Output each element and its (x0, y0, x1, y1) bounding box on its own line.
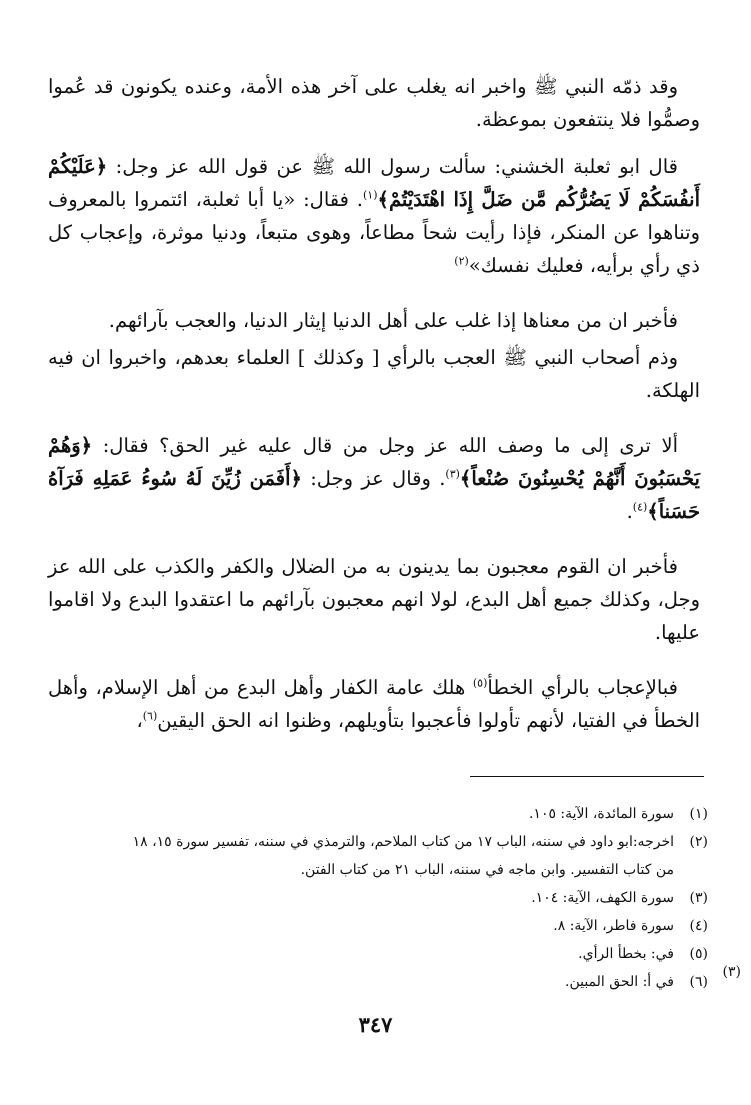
footnote-number: (٢) (689, 834, 708, 850)
footnote-text: سورة فاطر، الآية: ٨. (553, 918, 674, 934)
footnote-5 (48, 940, 708, 968)
paragraph-3 (48, 304, 700, 337)
footnote-number: (١) (689, 806, 708, 822)
footnote-ref-6: (٦) (142, 709, 158, 723)
footnote-text: اخرجه:ابو داود في سننه، الباب ١٧ من كتاب الملاحم، والترمذي في سننه، تفسير سورة ١٥، ١٨ (132, 834, 674, 850)
footnote-ref-4: (٤) (632, 500, 648, 514)
paragraph-4 (48, 341, 700, 407)
paragraph-6 (48, 550, 700, 649)
footnote-2 (48, 828, 708, 856)
paragraph-7 (48, 671, 700, 737)
paragraph-5-text-b: . وقال عز وجل: (301, 467, 446, 490)
paragraph-4-text: وذم أصحاب النبي ﷺ العجب بالرأي [ وكذلك ] العلماء بعدهم، واخبروا ان فيه الهلكة. (48, 346, 700, 402)
paragraph-2-text-a: قال ابو ثعلبة الخشني: سألت رسول الله ﷺ عن قول الله عز وجل: (107, 155, 678, 178)
paragraph-7-text-c: ، (136, 709, 143, 732)
footnote-text-continued: من كتاب التفسير. وابن ماجه في سننه، الباب ٢١ من كتاب الفتن. (300, 862, 674, 878)
margin-mark: (٣) (722, 964, 741, 980)
paragraph-5 (48, 429, 700, 528)
footnote-number: (٥) (689, 946, 708, 962)
paragraph-6-text: فأخبر ان القوم معجبون بما يدينون به من الضلال والكفر والكذب على الله عز وجل، وكذلك جميع أهل البدع، لولا انهم معجبون بآرائهم ما اعتقدوا البدع ولا اقاموا عليها. (48, 555, 700, 644)
footnote-ref-2: (٢) (454, 254, 469, 268)
paragraph-3-text: فأخبر ان من معناها إذا غلب على أهل الدنيا إيثار الدنيا، والعجب بآرائهم. (108, 309, 678, 332)
book-page-body (48, 70, 700, 751)
footnote-number: (٦) (689, 974, 708, 990)
paragraph-1-text: وقد ذمّه النبي ﷺ واخبر انه يغلب على آخر هذه الأمة، وعنده يكونون قد عُموا وصمُّوا فلا ينتفعون بموعظة. (48, 75, 700, 131)
footnote-text: سورة الكهف، الآية: ١٠٤. (531, 890, 674, 906)
footnote-text: في أ: الحق المبين. (565, 974, 674, 990)
quran-verse-3: ﴿أَفَمَن زُيِّنَ لَهُ سُوءُ عَمَلِهِ فَرَآهُ حَسَناً﴾ (48, 467, 700, 523)
footnote-separator (470, 776, 704, 777)
footnote-number: (٤) (689, 918, 708, 934)
quran-verse-2: ﴿وَهُمْ يَحْسَبُونَ أَنَّهُمْ يُحْسِنُونَ صُنْعاً﴾ (48, 434, 700, 490)
footnote-6 (48, 968, 708, 996)
footnote-text: سورة المائدة، الآية: ١٠٥. (528, 806, 674, 822)
paragraph-1 (48, 70, 700, 136)
paragraph-7-text-b: هلك عامة الكفار وأهل البدع من أهل الإسلام، وأهل الخطأ في الفتيا، لأنهم تأولوا فأعجبوا بتأويلهم، وظنوا انه الحق اليقين (48, 676, 700, 732)
footnote-number: (٣) (689, 890, 708, 906)
paragraph-2 (48, 150, 700, 282)
footnote-ref-1: (١) (363, 188, 378, 202)
paragraph-7-text-a: فبالإعجاب بالرأي الخطأ (487, 676, 679, 699)
quran-verse-1: ﴿عَلَيْكُمْ أَنفُسَكُمْ لَا يَضُرُّكُم مَّن ضَلَّ إِذَا اهْتَدَيْتُمْ﴾ (48, 155, 700, 211)
paragraph-2-text-b: . فقال: «يا أبا ثعلبة، ائتمروا بالمعروف وتناهوا عن المنكر، فإذا رأيت شحاً مطاعاً، وهوى متبعاً، ودنيا موثرة، وإعجاب كل ذي رأي برأيه، فعليك نفسك» (48, 188, 700, 277)
paragraph-5-text-c: . (626, 500, 633, 523)
footnote-3 (48, 884, 708, 912)
footnote-4 (48, 912, 708, 940)
footnote-text: في: بخطأ الرأي. (578, 946, 674, 962)
footnote-ref-5: (٥) (472, 676, 488, 690)
paragraph-5-text-a: ألا ترى إلى ما وصف الله عز وجل من قال عليه غير الحق؟ فقال: (92, 434, 678, 457)
footnote-ref-3: (٣) (445, 467, 460, 481)
footnote-1 (48, 800, 708, 828)
footnote-2-continued (48, 856, 708, 884)
footnotes (48, 800, 708, 996)
page-number: ٣٤٧ (358, 1012, 393, 1037)
